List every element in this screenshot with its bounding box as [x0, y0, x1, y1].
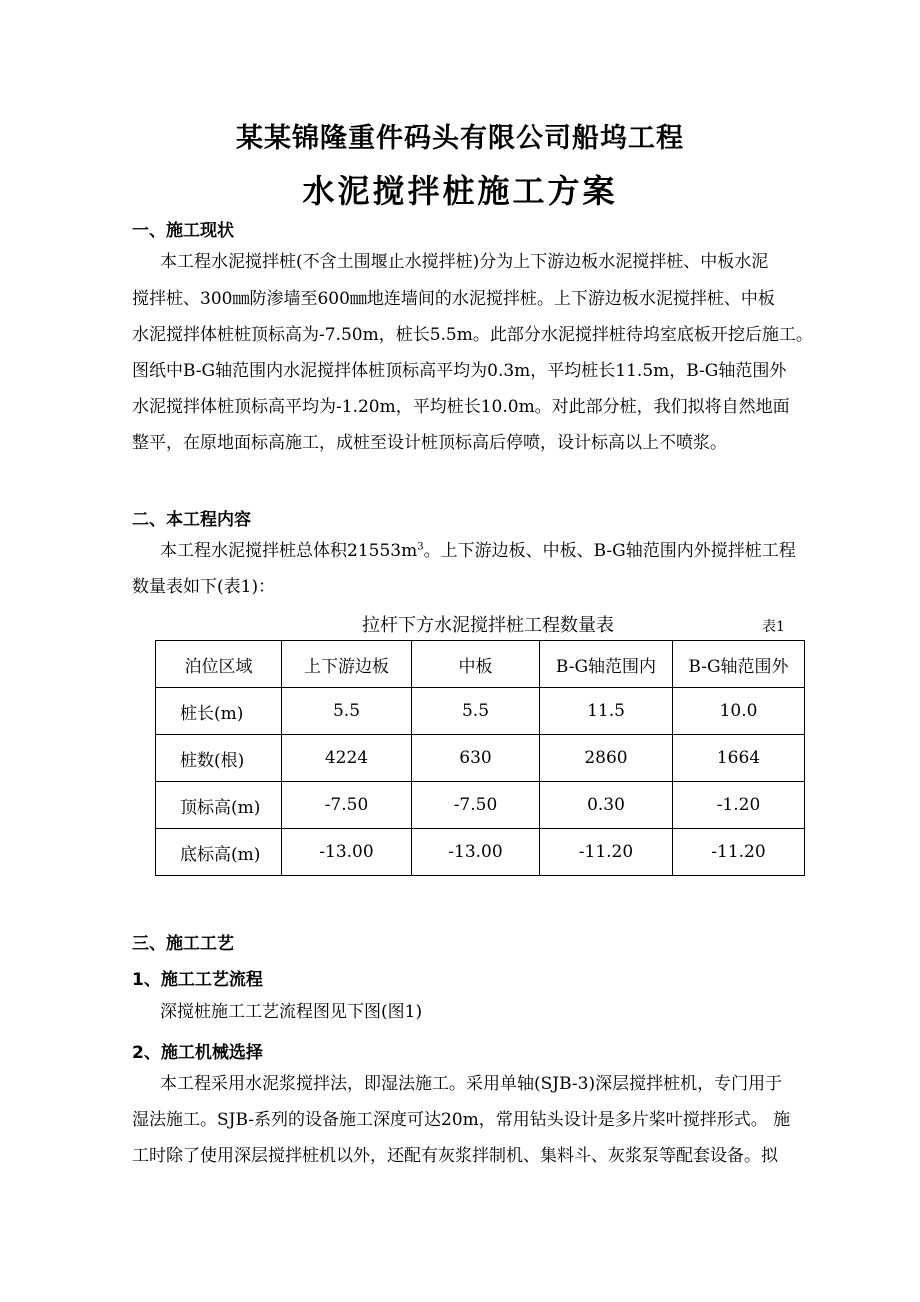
section1-line: 水泥搅拌体桩顶标高平均为-1.20m，平均桩长10.0m。对此部分桩，我们拟将自然地面 — [132, 397, 790, 417]
section2-heading: 二、本工程内容 — [132, 510, 251, 530]
document-title-line1: 某某锦隆重件码头有限公司船坞工程 — [236, 123, 684, 154]
section3-sub1-line: 深搅桩施工工艺流程图见下图(图1) — [160, 1002, 423, 1022]
table-cell: -7.50 — [282, 782, 412, 829]
table-header-cell: 泊位区域 — [156, 641, 282, 688]
table-cell: -13.00 — [412, 829, 540, 876]
table-number: 表1 — [762, 619, 785, 635]
section3-sub1-heading: 1、施工工艺流程 — [132, 970, 263, 990]
table-row-label: 桩数(根) — [156, 735, 282, 782]
document-title-line2: 水泥搅拌桩施工方案 — [302, 172, 618, 210]
section3-sub2-line: 本工程采用水泥浆搅拌法，即湿法施工。采用单轴(SJB-3)深层搅拌桩机，专门用于 — [160, 1074, 783, 1094]
section3-sub2-line: 工时除了使用深层搅拌桩机以外，还配有灰浆拌制机、集料斗、灰浆泵等配套设备。拟 — [132, 1146, 778, 1166]
section2-line1-after: 。上下游边板、中板、B-G轴范围内外搅拌桩工程 — [423, 541, 796, 561]
table-cell: -11.20 — [673, 829, 805, 876]
table-cell: -7.50 — [412, 782, 540, 829]
table-cell: 4224 — [282, 735, 412, 782]
table-cell: 0.30 — [540, 782, 673, 829]
table-cell: 5.5 — [412, 688, 540, 735]
table-caption: 拉杆下方水泥搅拌桩工程数量表 — [362, 615, 614, 636]
section1-line: 本工程水泥搅拌桩(不含土围堰止水搅拌桩)分为上下游边板水泥搅拌桩、中板水泥 — [160, 252, 769, 272]
table-cell: 630 — [412, 735, 540, 782]
table-cell: -13.00 — [282, 829, 412, 876]
quantity-table — [155, 640, 805, 876]
table-cell: 5.5 — [282, 688, 412, 735]
table-row-label: 桩长(m) — [156, 688, 282, 735]
table-row-label: 底标高(m) — [156, 829, 282, 876]
table-cell: 10.0 — [673, 688, 805, 735]
table-header-cell: B-G轴范围内 — [540, 641, 673, 688]
table-cell: -11.20 — [540, 829, 673, 876]
table-cell: 2860 — [540, 735, 673, 782]
section1-line: 搅拌桩、300㎜防渗墙至600㎜地连墙间的水泥搅拌桩。上下游边板水泥搅拌桩、中板 — [132, 289, 775, 309]
section3-sub2-heading: 2、施工机械选择 — [132, 1043, 263, 1063]
table-header-cell: 上下游边板 — [282, 641, 412, 688]
section1-line: 图纸中B-G轴范围内水泥搅拌体桩顶标高平均为0.3m，平均桩长11.5m，B-G轴范围外 — [132, 361, 787, 381]
section1-line: 水泥搅拌体桩桩顶标高为-7.50m，桩长5.5m。此部分水泥搅拌桩待坞室底板开挖后施工。 — [132, 325, 813, 345]
table-cell: 11.5 — [540, 688, 673, 735]
table-header-cell: B-G轴范围外 — [673, 641, 805, 688]
section3-sub2-line: 湿法施工。SJB-系列的设备施工深度可达20m，常用钻头设计是多片桨叶搅拌形式。 施 — [132, 1110, 791, 1130]
table-row — [156, 735, 805, 782]
table-row — [156, 688, 805, 735]
table-row — [156, 782, 805, 829]
table-cell: 1664 — [673, 735, 805, 782]
section2-line2: 数量表如下(表1)： — [132, 577, 276, 597]
section1-line: 整平，在原地面标高施工，成桩至设计桩顶标高后停喷，设计标高以上不喷浆。 — [132, 433, 727, 453]
table-header-row — [156, 641, 805, 688]
section1-heading: 一、施工现状 — [132, 221, 234, 241]
section2-line1-before: 本工程水泥搅拌桩总体积21553m — [160, 541, 418, 561]
table-row-label: 顶标高(m) — [156, 782, 282, 829]
table-header-cell: 中板 — [412, 641, 540, 688]
section2-line1 — [160, 541, 796, 561]
section3-heading: 三、施工工艺 — [132, 934, 234, 954]
table-cell: -1.20 — [673, 782, 805, 829]
table-row — [156, 829, 805, 876]
cubic-superscript: 3 — [417, 541, 424, 553]
